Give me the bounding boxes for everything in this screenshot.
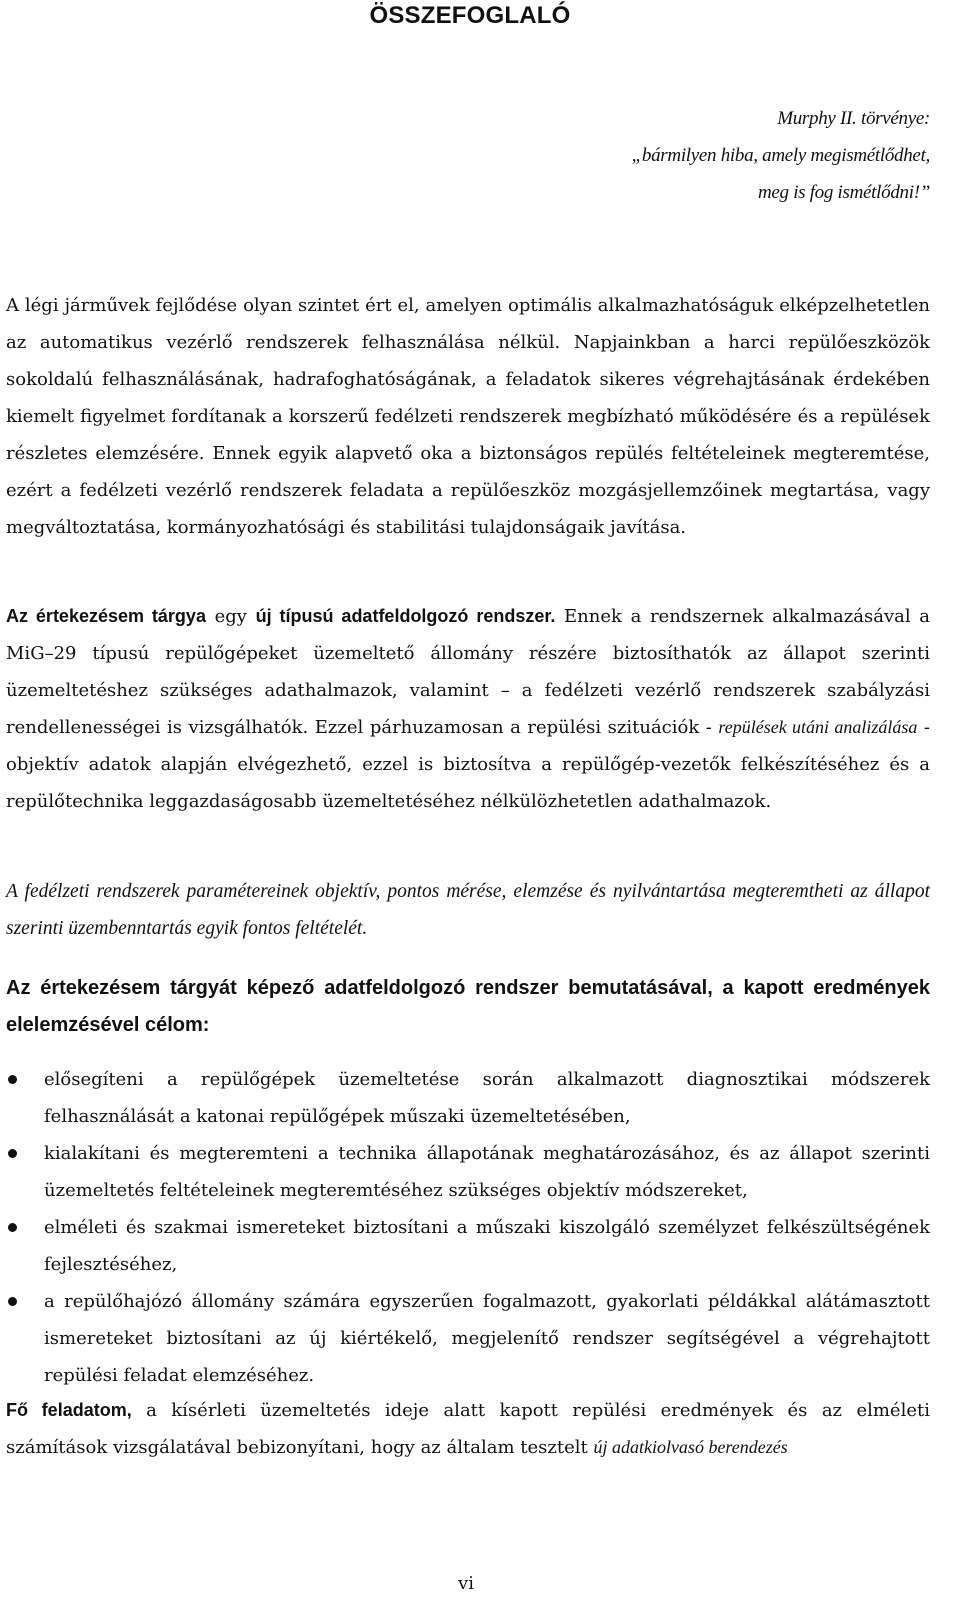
- main-task-body: a kísérleti üzemeltetés ideje alatt kapott repülési eredmények és az elméleti számítások vizsgálatával bebizonyítani, hogy az általam tesztelt: [6, 1400, 930, 1458]
- list-item-text: elméleti és szakmai ismereteket biztosítani a műszaki kiszolgáló személyzet felkészültségének fejlesztéséhez,: [44, 1217, 930, 1275]
- paragraph-goal-heading: Az értekezésem tárgyát képező adatfeldolgozó rendszer bemutatásával, a kapott eredmények elelemzésével célom:: [6, 977, 930, 1036]
- list-item: [6, 1061, 930, 1135]
- goal-list: [6, 1061, 930, 1394]
- paragraph-intro: A légi járművek fejlődése olyan szintet ért el, amelyen optimális alkalmazhatóságuk elképzelhetetlen az automatikus vezérlő rendszerek felhasználása nélkül. Napjainkban a harci repülőeszközök sokoldalú felhasználásának, hadrafoghatóságának, a feladatok sikeres végrehajtásának érdekében kiemelt figyelmet fordítanak a korszerű fedélzeti rendszerek megbízható működésére és a repülések részletes elemzésére. Ennek egyik alapvető oka a biztonságos repülés feltételeinek megteremtése, ezért a fedélzeti vezérlő rendszerek feladata a repülőeszköz mozgásjellemzőinek megtartása, vagy megváltoztatása, kormányozhatósági és stabilitási tulajdonságaik javítása.: [6, 295, 930, 538]
- epigraph-line-2: „bármilyen hiba, amely megismétlődhet,: [631, 145, 930, 166]
- subject-bold-lead: Az értekezésem tárgya: [6, 606, 206, 626]
- subject-italic-phrase: repülések utáni analizálása: [718, 717, 918, 737]
- list-item: [6, 1283, 930, 1394]
- bullet-icon: [8, 1075, 17, 1084]
- bullet-icon: [8, 1297, 17, 1306]
- list-item-text: elősegíteni a repülőgépek üzemeltetése során alkalmazott diagnosztikai módszerek felhasználását a katonai repülőgépek műszaki üzemeltetésében,: [44, 1069, 930, 1127]
- epigraph-line-3: meg is fog ismétlődni!”: [757, 182, 930, 203]
- list-item: [6, 1209, 930, 1283]
- bullet-icon: [8, 1223, 17, 1232]
- paragraph-main-task: [6, 1392, 930, 1466]
- bullet-icon: [8, 1149, 17, 1158]
- subject-bold-system: új típusú adatfeldolgozó rendszer.: [255, 606, 556, 626]
- page-number: vi: [458, 1573, 474, 1594]
- list-item-text: kialakítani és megteremteni a technika állapotának meghatározásához, és az állapot szerinti üzemeltetés feltételeinek megteremtéséhez szükséges objektív módszereket,: [44, 1143, 930, 1201]
- main-task-italic-device: új adatkiolvasó berendezés: [593, 1437, 788, 1457]
- subject-body-2: - objektív adatok alapján elvégezhető, ezzel is biztosítva a repülőgép-vezetők felkészítéséhez és a repülőtechnika leggazdaságosabb üzemeltetéséhez nélkülözhetetlen adathalmazok.: [6, 717, 930, 812]
- paragraph-italic-statement: A fedélzeti rendszerek paramétereinek objektív, pontos mérése, elemzése és nyilvántartása megteremtheti az állapot szerinti üzembenntartás egyik fontos feltételét.: [6, 881, 930, 939]
- list-item-text: a repülőhajózó állomány számára egyszerűen fogalmazott, gyakorlati példákkal alátámasztott ismereteket biztosítani az új kiértékelő, megjelenítő rendszer segítségével a végrehajtott repülési feladat elemzéséhez.: [44, 1291, 930, 1386]
- subject-body-1: Ennek a rendszernek alkalmazásával a MiG–29 típusú repülőgépeket üzemeltető állomány részére biztosíthatók az állapot szerinti üzemeltetéshez szükséges adathalmazok, valamint – a fedélzeti vezérlő rendszerek szabályzási rendellenességei is vizsgálhatók. Ezzel párhuzamosan a repülési szituációk -: [6, 606, 930, 738]
- subject-connector: egy: [205, 606, 256, 627]
- main-task-bold-lead: Fő feladatom,: [6, 1400, 132, 1420]
- epigraph-line-1: Murphy II. törvénye:: [777, 108, 930, 129]
- page-title: ÖSSZEFOGLALÓ: [369, 2, 571, 29]
- paragraph-subject: [6, 598, 930, 820]
- list-item: [6, 1135, 930, 1209]
- epigraph-quote: [632, 100, 930, 211]
